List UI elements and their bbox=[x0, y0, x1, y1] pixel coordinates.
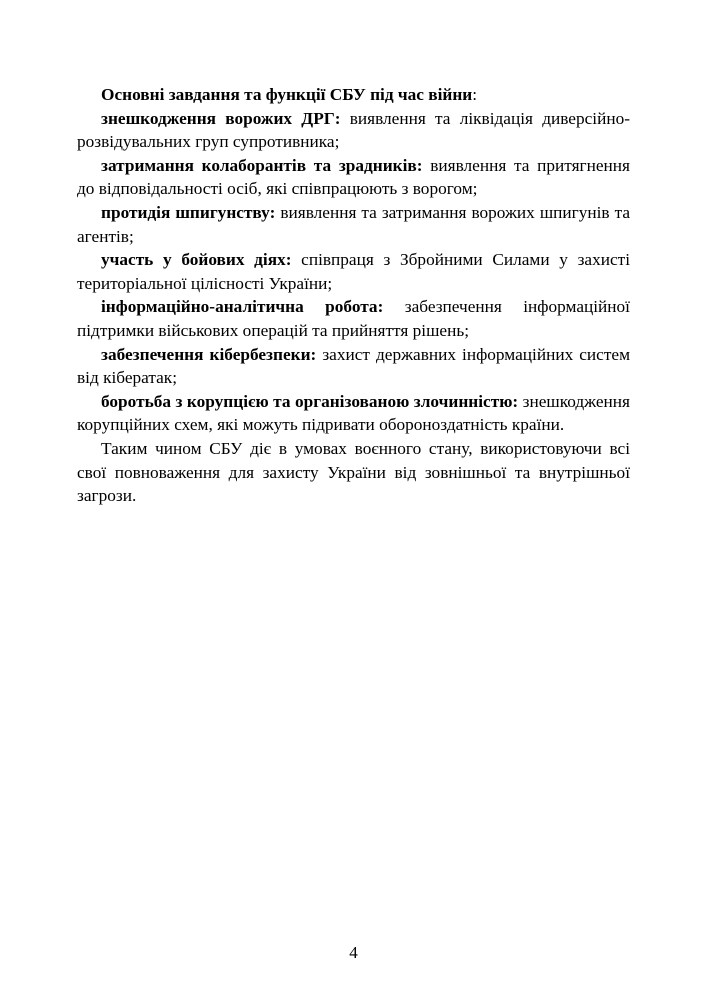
list-item bbox=[77, 107, 630, 154]
list-item-text: захист державних інформаційних систем від кібератак; bbox=[77, 344, 631, 388]
section-heading bbox=[77, 83, 630, 107]
list-item bbox=[77, 201, 630, 248]
list-item-term: затримання колаборантів та зрадників: bbox=[101, 155, 423, 175]
list-item-text: виявлення та притягнення до відповідальності осіб, які співпрацюють з ворогом; bbox=[77, 155, 630, 199]
list-item-term: боротьба з корупцією та організованою злочинністю: bbox=[101, 391, 519, 411]
list-item bbox=[77, 390, 630, 437]
list-item bbox=[77, 343, 630, 390]
list-item-term: забезпечення кібербезпеки: bbox=[101, 344, 317, 364]
list-item-term: протидія шпигунству: bbox=[101, 202, 276, 222]
list-item-term: участь у бойових діях: bbox=[101, 250, 292, 270]
document-body bbox=[77, 83, 630, 508]
page-number: 4 bbox=[349, 943, 358, 962]
conclusion-paragraph: Таким чином СБУ діє в умовах воєнного стану, використовуючи всі свої повноваження для захисту України від зовнішньої та внутрішньої загрози. bbox=[77, 438, 630, 506]
list-item-text: забезпечення інформаційної підтримки військових операцій та прийняття рішень; bbox=[77, 297, 630, 340]
list-item bbox=[77, 248, 630, 295]
section-heading-text: Основні завдання та функції СБУ під час війни bbox=[101, 85, 473, 104]
list-item-text: виявлення та затримання ворожих шпигунів та агентів; bbox=[77, 202, 631, 246]
list-item-text: виявлення та ліквідація диверсійно-розвідувальних груп супротивника; bbox=[77, 108, 630, 152]
list-item bbox=[77, 295, 630, 342]
list-item-term: інформаційно-аналітична робота: bbox=[101, 297, 384, 317]
list-item bbox=[77, 154, 630, 201]
list-item-term: знешкодження ворожих ДРГ: bbox=[101, 108, 341, 128]
section-heading-colon: : bbox=[472, 85, 478, 104]
list-item-text: знешкодження корупційних схем, які можуть підривати обороноздатність країни. bbox=[77, 391, 630, 435]
list-item-text: співпраця з Збройними Силами у захисті територіальної цілісності України; bbox=[77, 250, 630, 293]
